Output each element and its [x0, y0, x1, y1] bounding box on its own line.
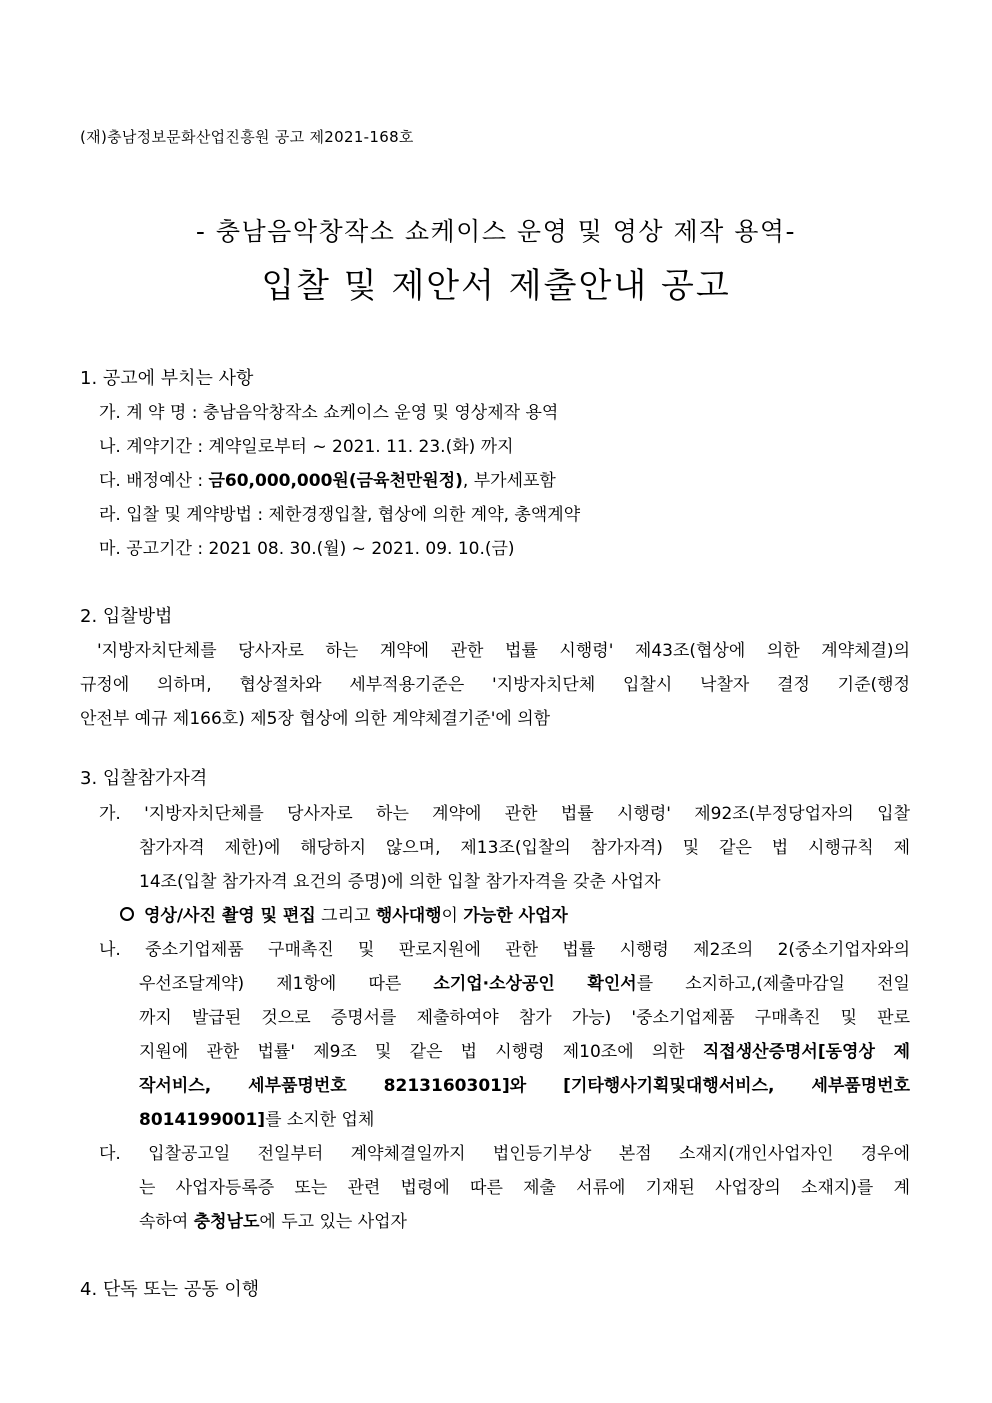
s3-na-line-6: 8014199001]를 소지한 업체 [139, 1110, 375, 1130]
s1-da-amount: 금60,000,000원(금육천만원정) [208, 471, 463, 491]
s1-da-suffix: , 부가세포함 [462, 471, 556, 491]
section-1-heading: 1. 공고에 부치는 사항 [80, 368, 254, 389]
s1-da-prefix: 다. 배정예산 : [99, 471, 209, 491]
s3-da-line-1: 다. 입찰공고일 전일부터 계약체결일까지 법인등기부상 본점 소재지(개인사업자인 경우에 [99, 1144, 910, 1164]
s3-na-line-5: 작서비스, 세부품명번호 8213160301]와 [기타행사기획및대행서비스, 세부품명번호 [139, 1076, 910, 1096]
s3-ga-line-3: 14조(입찰 참가자격 요건의 증명)에 의한 입찰 참가자격을 갖춘 사업자 [139, 872, 661, 892]
circle-bullet-icon [120, 907, 134, 921]
section-3-heading: 3. 입찰참가자격 [80, 768, 208, 789]
s1-item-ga: 가. 계 약 명 : 충남음악창작소 쇼케이스 운영 및 영상제작 용역 [99, 403, 559, 423]
notice-number: (재)충남정보문화산업진흥원 공고 제2021-168호 [80, 128, 414, 146]
s2-line-1: '지방자치단체를 당사자로 하는 계약에 관한 법률 시행령' 제43조(협상에 의한 계약체결)의 [97, 641, 910, 661]
document-subtitle: - 충남음악창작소 쇼케이스 운영 및 영상 제작 용역- [195, 217, 797, 246]
s3-ga-line-2: 참가자격 제한)에 해당하지 않으며, 제13조(입찰의 참가자격) 및 같은 법 시행규칙 제 [139, 838, 910, 858]
s1-item-da [99, 466, 556, 491]
s1-item-ra: 라. 입찰 및 계약방법 : 제한경쟁입찰, 협상에 의한 계약, 총액계약 [99, 505, 581, 525]
s3-na-line-2: 우선조달계약) 제1항에 따른 소기업·소상공인 확인서를 소지하고,(제출마감일 전일 [139, 974, 910, 994]
s3-ga-line-1: 가. '지방자치단체를 당사자로 하는 계약에 관한 법률 시행령' 제92조(부정당업자의 입찰 [99, 804, 910, 824]
s3-bullet-line: 영상/사진 촬영 및 편집 그리고 행사대행이 가능한 사업자 [120, 901, 568, 926]
s3-da-line-2: 는 사업자등록증 또는 관련 법령에 따른 제출 서류에 기재된 사업장의 소재지)를 계 [139, 1178, 910, 1198]
s3-da-line-3: 속하여 충청남도에 두고 있는 사업자 [139, 1212, 407, 1232]
s2-line-3: 안전부 예규 제166호) 제5장 협상에 의한 계약체결기준'에 의함 [80, 709, 551, 729]
document-title: 입찰 및 제안서 제출안내 공고 [261, 266, 731, 306]
s3-na-line-1: 나. 중소기업제품 구매촉진 및 판로지원에 관한 법률 시행령 제2조의 2(중소기업자와의 [99, 940, 910, 960]
section-2-heading: 2. 입찰방법 [80, 606, 173, 627]
s1-item-ma: 마. 공고기간 : 2021 08. 30.(월) ~ 2021. 09. 10.(금) [99, 539, 515, 559]
section-4-heading: 4. 단독 또는 공동 이행 [80, 1279, 260, 1300]
s1-item-na: 나. 계약기간 : 계약일로부터 ~ 2021. 11. 23.(화) 까지 [99, 437, 514, 457]
s3-na-line-3: 까지 발급된 것으로 증명서를 제출하여야 참가 가능) '중소기업제품 구매촉진 및 판로 [139, 1008, 910, 1028]
s3-na-line-4: 지원에 관한 법률' 제9조 및 같은 법 시행령 제10조에 의한 직접생산증명서[동영상 제 [139, 1042, 910, 1062]
s2-line-2: 규정에 의하며, 협상절차와 세부적용기준은 '지방자치단체 입찰시 낙찰자 결정 기준(행정 [80, 675, 910, 695]
